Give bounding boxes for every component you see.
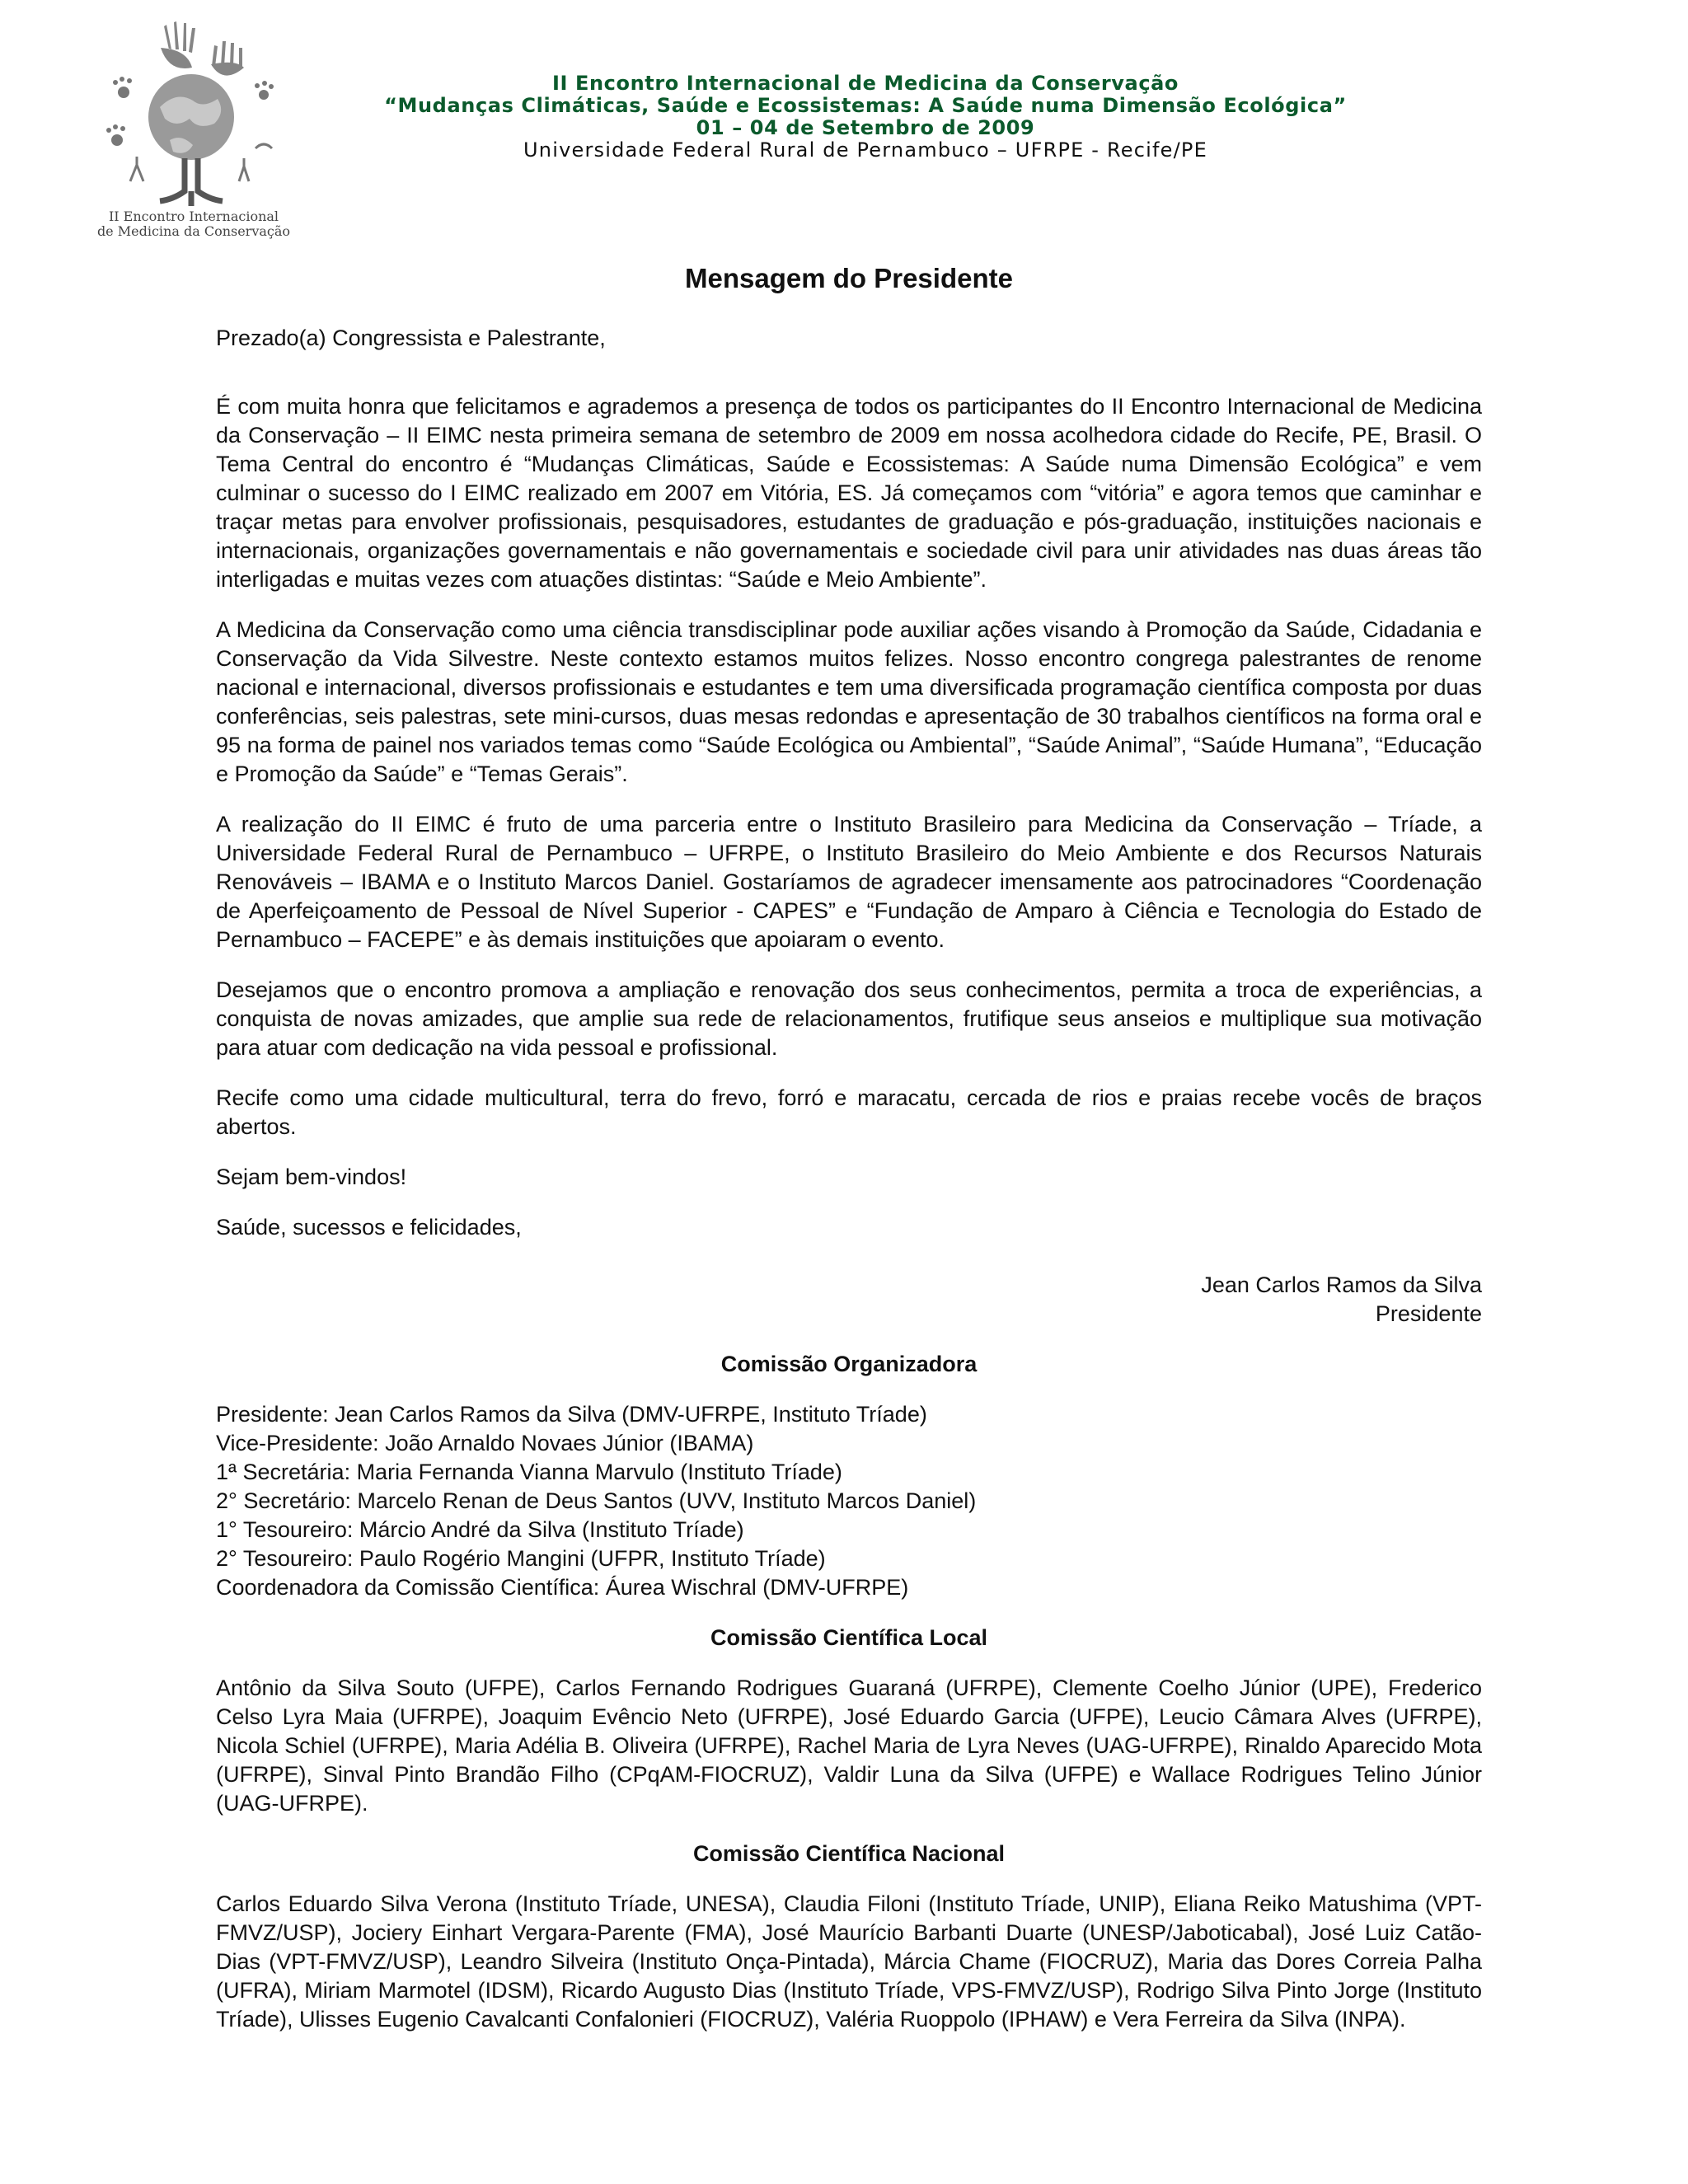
list-item: Vice-Presidente: João Arnaldo Novaes Júnior (IBAMA): [216, 1431, 754, 1455]
list-item: Coordenadora da Comissão Científica: Áurea Wischral (DMV-UFRPE): [216, 1575, 909, 1600]
paragraph-2: A Medicina da Conservação como uma ciência transdisciplinar pode auxiliar ações visando à Promoção da Saúde, Cidadania e Conservação da Vida Silvestre. Neste contexto estamos muitos felizes. Nosso encontro congrega palestrantes de renome nacional e internacional, diversos profissionais e estudantes e tem uma diversificada programação científica composta por duas conferências, seis palestras, sete mini-cursos, duas mesas redondas e apresentação de 30 trabalhos científicos na forma oral e 95 na forma de painel nos variados temas como “Saúde Ecológica ou Ambiental”, “Saúde Animal”, “Saúde Humana”, “Educação e Promoção da Saúde” e “Temas Gerais”.: [216, 617, 1482, 786]
event-theme: “Mudanças Climáticas, Saúde e Ecossistemas: A Saúde numa Dimensão Ecológica”: [384, 94, 1347, 117]
local-committee-title: Comissão Científica Local: [710, 1625, 988, 1650]
greeting: Prezado(a) Congressista e Palestrante,: [216, 326, 606, 350]
paragraph-3: A realização do II EIMC é fruto de uma parceria entre o Instituto Brasileiro para Medicina da Conservação – Tríade, a Universidade Federal Rural de Pernambuco – UFRPE, o Instituto Brasileiro do Meio Ambiente e dos Recursos Naturais Renováveis – IBAMA e o Instituto Marcos Daniel. Gostaríamos de agradecer imensamente aos patrocinadores “Coordenação de Aperfeiçoamento de Pessoal de Nível Superior - CAPES” e “Fundação de Amparo à Ciência e Tecnologia do Estado de Pernambuco – FACEPE” e às demais instituições que apoiaram o evento.: [216, 812, 1482, 952]
organizing-committee-title: Comissão Organizadora: [720, 1352, 978, 1376]
list-item: 1ª Secretária: Maria Fernanda Vianna Marvulo (Instituto Tríade): [216, 1460, 842, 1484]
document-body: [216, 262, 1482, 2034]
event-header: [330, 73, 1401, 162]
paragraph-5: Recife como uma cidade multicultural, terra do frevo, forró e maracatu, cercada de rios e praias recebe vocês de braços abertos.: [216, 1085, 1482, 1139]
signature-role: Presidente: [1375, 1301, 1482, 1326]
national-committee-members: Carlos Eduardo Silva Verona (Instituto Tríade, UNESA), Claudia Filoni (Instituto Tríade, UNIP), Eliana Reiko Matushima (VPT-FMVZ/USP), Jociery Einhart Vergara-Parente (FMA), José Maurício Barbanti Duarte (UNESP/Jaboticabal), José Luiz Catão-Dias (VPT-FMVZ/USP), Leandro Silveira (Instituto Onça-Pintada), Márcia Chame (FIOCRUZ), Maria das Dores Correia Palha (UFRA), Miriam Marmotel (IDSM), Ricardo Augusto Dias (Instituto Tríade, VPS-FMVZ/USP), Rodrigo Silva Pinto Jorge (Instituto Tríade), Ulisses Eugenio Cavalcanti Confalonieri (FIOCRUZ), Valéria Ruoppolo (IPHAW) e Vera Ferreira da Silva (INPA).: [216, 1891, 1482, 2032]
event-venue: Universidade Federal Rural de Pernambuco – UFRPE - Recife/PE: [523, 138, 1207, 162]
welcome-line: Sejam bem-vindos!: [216, 1165, 407, 1189]
event-logo: [91, 16, 297, 239]
closing-line: Saúde, sucessos e felicidades,: [216, 1215, 522, 1240]
event-name: II Encontro Internacional de Medicina da Conservação: [551, 72, 1179, 95]
hands-tree-globe-logo: [91, 16, 297, 239]
national-committee-title: Comissão Científica Nacional: [692, 1841, 1006, 1866]
list-item: Presidente: Jean Carlos Ramos da Silva (DMV-UFRPE, Instituto Tríade): [216, 1402, 927, 1427]
event-dates: 01 – 04 de Setembro de 2009: [696, 116, 1035, 139]
page-title: Mensagem do Presidente: [685, 263, 1013, 293]
organizing-committee-list: [216, 1400, 1482, 1602]
list-item: 2° Secretário: Marcelo Renan de Deus Santos (UVV, Instituto Marcos Daniel): [216, 1488, 977, 1513]
paragraph-4: Desejamos que o encontro promova a ampliação e renovação dos seus conhecimentos, permita a troca de experiências, a conquista de novas amizades, que amplie sua rede de relacionamentos, frutifique seus anseios e multiplique sua motivação para atuar com dedicação na vida pessoal e profissional.: [216, 977, 1482, 1060]
local-committee-members: Antônio da Silva Souto (UFPE), Carlos Fernando Rodrigues Guaraná (UFRPE), Clemente Coelho Júnior (UPE), Frederico Celso Lyra Maia (UFRPE), Joaquim Evêncio Neto (UFRPE), José Eduardo Garcia (UFPE), Leucio Câmara Alves (UFRPE), Nicola Schiel (UFRPE), Maria Adélia B. Oliveira (UFRPE), Rachel Maria de Lyra Neves (UAG-UFRPE), Rinaldo Aparecido Mota (UFRPE), Sinval Pinto Brandão Filho (CPqAM-FIOCRUZ), Valdir Luna da Silva (UFPE) e Wallace Rodrigues Telino Júnior (UAG-UFRPE).: [216, 1675, 1482, 1816]
list-item: 1° Tesoureiro: Márcio André da Silva (Instituto Tríade): [216, 1517, 744, 1542]
paragraph-1: É com muita honra que felicitamos e agrademos a presença de todos os participantes do II Encontro Internacional de Medicina da Conservação – II EIMC nesta primeira semana de setembro de 2009 em nossa acolhedora cidade do Recife, PE, Brasil. O Tema Central do encontro é “Mudanças Climáticas, Saúde e Ecossistemas: A Saúde numa Dimensão Ecológica” e vem culminar o sucesso do I EIMC realizado em 2007 em Vitória, ES. Já começamos com “vitória” e agora temos que caminhar e traçar metas para envolver profissionais, pesquisadores, estudantes de graduação e pós-graduação, instituições nacionais e internacionais, organizações governamentais e não governamentais e sociedade civil para unir atividades nas duas áreas tão interligadas e muitas vezes com atuações distintas: “Saúde e Meio Ambiente”.: [216, 394, 1482, 592]
list-item: 2° Tesoureiro: Paulo Rogério Mangini (UFPR, Instituto Tríade): [216, 1546, 826, 1571]
signature-name: Jean Carlos Ramos da Silva: [1201, 1272, 1482, 1297]
logo-line-2: de Medicina da Conservação: [96, 223, 291, 239]
logo-line-1: II Encontro Internacional: [108, 209, 279, 224]
